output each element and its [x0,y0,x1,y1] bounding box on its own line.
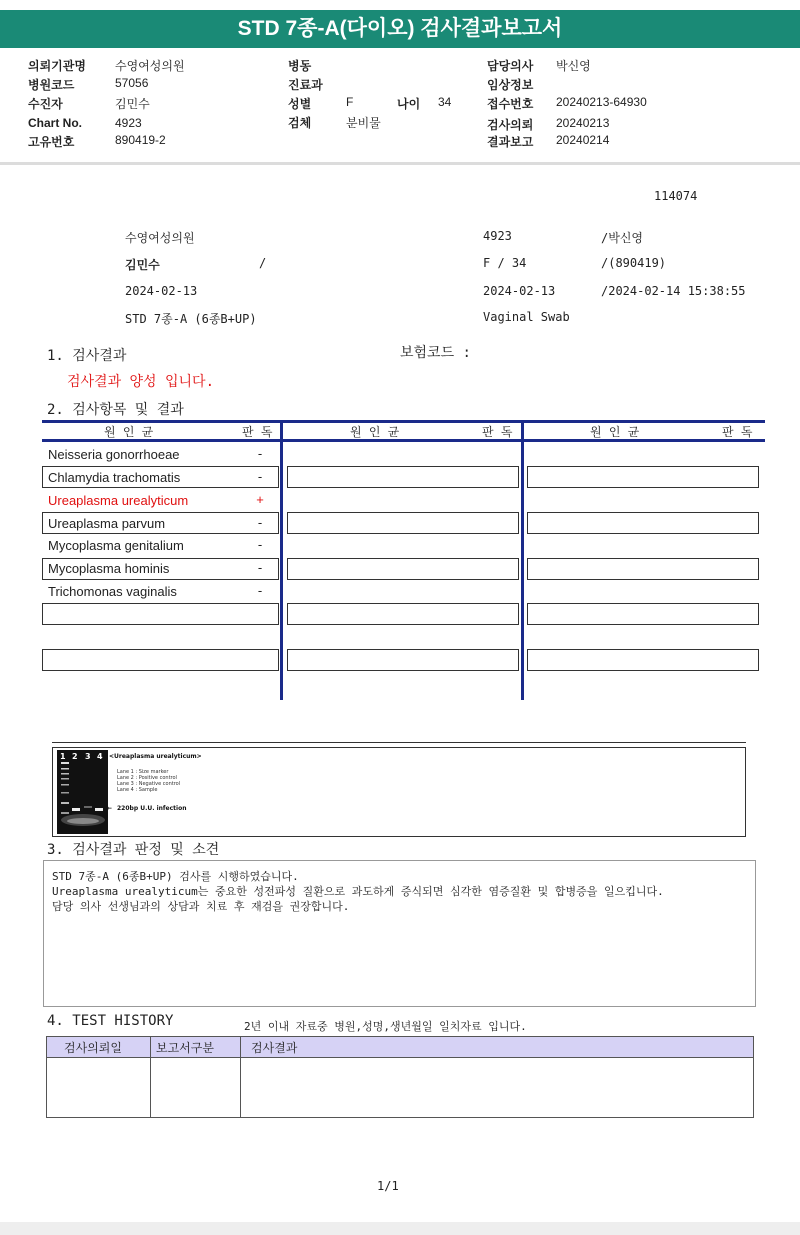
pathogen-name: Mycoplasma hominis [48,561,170,576]
pathogen-result: - [257,469,263,484]
report-title: STD 7종-A(다이오) 검사결과보고서 [0,10,800,48]
history-border-right [753,1036,754,1118]
value-institution: 수영여성의원 [115,59,185,73]
gel-legend-item: Lane 1 : Size marker [117,769,169,775]
label-unique-no: 고유번호 [28,135,75,149]
value-unique-no: 890419-2 [115,133,166,147]
result-summary: 검사결과 양성 입니다. [67,374,215,390]
value-specimen: 분비물 [346,116,381,130]
pathogen-name: Ureaplasma parvum [48,516,166,531]
gel-lane-4: 4 [97,752,103,761]
history-note: 2년 이내 자료중 병원,성명,생년월일 일치자료 입니다. [244,1020,527,1033]
label-specimen: 검체 [288,116,312,130]
row-box [527,603,759,625]
label-patient: 수진자 [28,97,63,111]
form-birth: /(890419) [601,256,667,270]
label-request-date: 검사의뢰 [487,118,534,132]
form-request-date: 2024-02-13 [125,284,198,298]
section2-title: 2. 검사항목 및 결과 [47,402,184,418]
col-pathogen-2: 원 인 균 [350,425,400,439]
value-receipt-no: 20240213-64930 [556,95,647,109]
grid-divider-1 [280,420,283,700]
opinion-box [43,860,756,1007]
pathogen-name: Neisseria gonorrhoeae [48,447,180,462]
row-box [287,649,519,671]
history-col-report-type: 보고서구분 [156,1041,214,1055]
value-report-date: 20240214 [556,133,610,147]
label-sex: 성별 [288,97,312,111]
gel-arrow-icon: ← [107,805,113,812]
form-report-datetime: /2024-02-14 15:38:55 [601,284,746,298]
pathogen-name-positive: Ureaplasma urealyticum [48,493,189,508]
section3-title: 3. 검사결과 판정 및 소견 [47,842,220,858]
value-age: 34 [438,95,452,109]
gel-title: <Ureaplasma urealyticum> [109,753,202,760]
value-sex: F [346,95,354,109]
label-clinical-info: 임상정보 [487,78,534,92]
form-sex-age: F / 34 [483,256,527,270]
value-doctor: 박신영 [556,59,591,73]
history-col-divider [150,1036,151,1118]
form-slash: / [259,256,267,270]
gel-lane-2: 2 [72,752,78,761]
label-hospital-code: 병원코드 [28,78,75,92]
pathogen-name: Trichomonas vaginalis [48,584,177,599]
label-report-date: 결과보고 [487,135,534,149]
section4-title: 4. TEST HISTORY [47,1013,174,1029]
row-box [287,466,519,488]
history-col-request-date: 검사의뢰일 [64,1041,122,1055]
insurance-code-label: 보험코드 : [400,345,471,361]
label-ward: 병동 [288,59,312,73]
value-request-date: 20240213 [556,116,610,130]
form-test-name: STD 7종-A (6종B+UP) [125,312,257,326]
label-doctor: 담당의사 [487,59,534,73]
row-box [527,512,759,534]
gel-legend-item: Lane 4 : Sample [117,787,158,793]
row-box [287,512,519,534]
gel-electrophoresis-image [57,750,108,834]
value-hospital-code: 57056 [115,76,149,90]
row-box [527,649,759,671]
opinion-line: 담당 의사 선생님과의 상담과 치료 후 재검을 권장합니다. [52,900,350,913]
value-patient: 김민수 [115,97,150,111]
pathogen-result: - [257,537,263,552]
label-age: 나이 [397,97,421,111]
opinion-line: STD 7종-A (6종B+UP) 검사를 시행하였습니다. [52,870,299,883]
page-number: 1/1 [377,1179,399,1193]
history-table [46,1036,754,1118]
form-receipt-date: 2024-02-13 [483,284,556,298]
history-border-left [46,1036,47,1118]
history-header-row [46,1036,754,1058]
pathogen-result: - [257,515,263,530]
gel-legend-item: Lane 2 : Positive control [117,775,177,781]
label-institution: 의뢰기관명 [28,59,86,73]
history-col-result: 검사결과 [251,1041,298,1055]
col-result-1: 판 독 [242,425,273,439]
form-doctor: /박신영 [601,231,644,245]
row-box [42,603,279,625]
label-department: 진료과 [288,78,323,92]
label-receipt-no: 접수번호 [487,97,534,111]
row-box [527,558,759,580]
page-footer-gap [0,1222,800,1235]
pathogen-result: - [257,446,263,461]
section1-title: 1. 검사결과 [47,348,127,364]
col-pathogen-1: 원 인 균 [104,425,154,439]
form-institution: 수영여성의원 [125,231,195,245]
col-pathogen-3: 원 인 균 [590,425,640,439]
pathogen-result: - [257,560,263,575]
pathogen-result: - [257,583,263,598]
form-chart-no: 4923 [483,229,512,243]
col-result-2: 판 독 [482,425,513,439]
gel-legend-item: Lane 3 : Negative control [117,781,181,787]
gel-band-label: 220bp U.U. infection [117,805,187,812]
grid-divider-2 [521,420,524,700]
row-box [42,649,279,671]
row-box [527,466,759,488]
history-col-divider [240,1036,241,1118]
gel-lane-3: 3 [85,752,91,761]
pathogen-name: Mycoplasma genitalium [48,538,184,553]
row-box [287,603,519,625]
header-divider [0,162,800,165]
history-bottom-line [46,1117,754,1118]
gel-lane-1: 1 [60,752,66,761]
form-specimen: Vaginal Swab [483,310,570,324]
row-box [287,558,519,580]
pathogen-name: Chlamydia trachomatis [48,470,181,485]
pathogen-result-positive: + [256,492,264,507]
col-result-3: 판 독 [722,425,753,439]
serial-number: 114074 [654,189,698,203]
label-chart-no: Chart No. [28,116,82,130]
opinion-line: Ureaplasma urealyticum는 중요한 성전파성 질환으로 과도하게 증식되면 심각한 염증질환 및 합병증을 일으킵니다. [52,885,664,898]
form-patient: 김민수 [125,258,160,272]
value-chart-no: 4923 [115,116,142,130]
gel-divider [52,742,746,743]
